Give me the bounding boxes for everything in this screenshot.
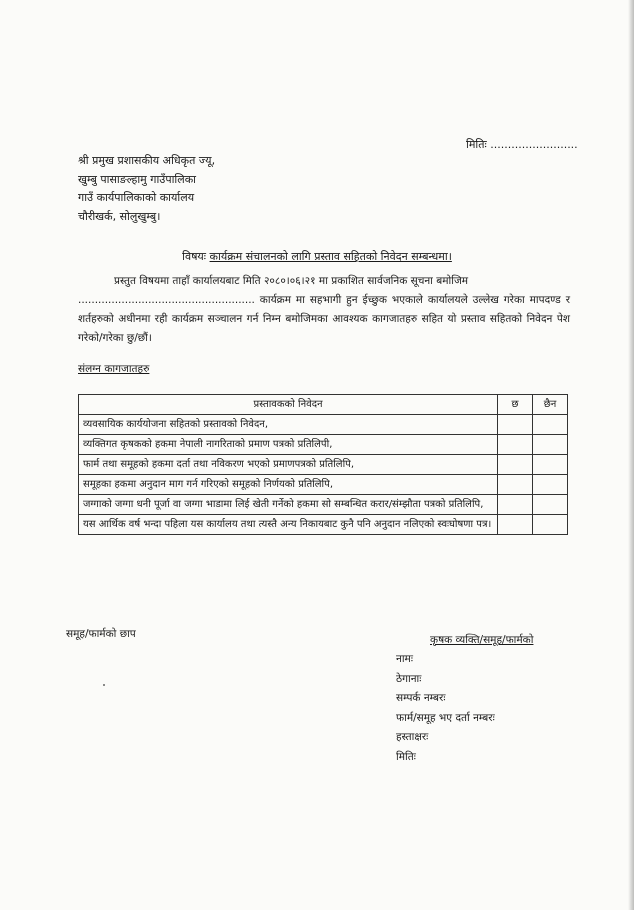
- addressee-block: [78, 152, 215, 226]
- no-checkbox-cell[interactable]: [533, 495, 568, 515]
- table-header-row: [79, 395, 568, 415]
- yes-checkbox-cell[interactable]: [498, 415, 533, 435]
- table-row: [79, 475, 568, 495]
- addressee-line: खुम्बु पासाङल्हामु गाउँपालिका: [78, 172, 197, 186]
- row-text: व्यक्तिगत कृषकको हकमा नेपाली नागरिताको प्रमाण पत्रको प्रतिलिपी,: [79, 435, 498, 455]
- table-row: [79, 495, 568, 515]
- header-yes: छ: [498, 395, 533, 415]
- farmer-fields: [396, 650, 495, 767]
- field-contact-number[interactable]: सम्पर्क नम्बरः: [396, 692, 446, 704]
- no-checkbox-cell[interactable]: [533, 475, 568, 495]
- addressee-line: चौरीखर्क, सोलुखुम्बु।: [78, 209, 161, 223]
- addressee-line: श्री प्रमुख प्रशासकीय अधिकृत ज्यू,: [78, 154, 216, 167]
- row-text: यस आर्थिक वर्ष भन्दा पहिला यस कार्यालय तथा त्यस्तै अन्य निकायबाट कुनै पनि अनुदान नलिएको स्वःघोषणा पत्र।: [79, 515, 498, 535]
- subject-label: विषयः: [182, 250, 207, 263]
- field-registration-number[interactable]: फार्म/समूह भए दर्ता नम्बरः: [396, 711, 495, 724]
- yes-checkbox-cell[interactable]: [498, 455, 533, 475]
- subject-text: कार्यक्रम संचालनको लागि प्रस्ताव सहितको निवेदन सम्बन्धमा।: [209, 250, 452, 263]
- table-row: [79, 515, 568, 535]
- attachments-heading: संलग्न कागजातहरु: [78, 363, 150, 375]
- row-text: जग्गाको जग्गा धनी पूर्जा वा जग्गा भाडामा लिई खेती गर्नेको हकमा सो सम्बन्धित करार/संम्झौता पत्रको प्रतिलिपि,: [79, 495, 498, 515]
- scan-speck: [103, 684, 105, 686]
- no-checkbox-cell[interactable]: [533, 515, 568, 535]
- farmer-heading: कृषक व्यक्ति/समूह/फार्मको: [430, 634, 534, 646]
- field-name[interactable]: नामः: [396, 653, 413, 665]
- body-first-line: प्रस्तुत विषयमा ताहाँ कार्यालयबाट मिति २०८०।०६।२१ मा प्रकाशित सार्वजनिक सूचना बमोजिम: [114, 275, 469, 287]
- no-checkbox-cell[interactable]: [533, 455, 568, 475]
- seal-label: समूह/फार्मको छाप: [66, 628, 136, 640]
- field-signature[interactable]: हस्ताक्षरः: [396, 731, 429, 743]
- page-edge-shadow: [628, 0, 634, 910]
- row-text: व्यवसायिक कार्ययोजना सहितको प्रस्तावको निवेदन,: [79, 415, 498, 435]
- row-text: समूहका हकमा अनुदान माग गर्न गरिएको समूहको निर्णयको प्रतिलिपि,: [79, 475, 498, 495]
- yes-checkbox-cell[interactable]: [498, 495, 533, 515]
- header-item: प्रस्तावकको निवेदन: [79, 395, 498, 415]
- field-address[interactable]: ठेगानाः: [396, 672, 422, 685]
- table-row: [79, 415, 568, 435]
- no-checkbox-cell[interactable]: [533, 415, 568, 435]
- attachments-table: [78, 394, 568, 535]
- header-no: छैन: [533, 395, 568, 415]
- body-paragraph: [78, 272, 570, 348]
- body-rest: ..................................................... कार्यक्रम मा सहभागी हुन ईच्छुक भएकाले कार्यालयले उल्लेख गरेका मापदण्ड र शर्तहरुको अधीनमा रही कार्यक्रम सञ्चालन गर्न निम्न बमोजिमका आवश्यक कागजातहरु सहित यो प्रस्ताव सहितको निवेदन पेश गरेको/गरेका छु/छौं।: [78, 294, 570, 344]
- yes-checkbox-cell[interactable]: [498, 475, 533, 495]
- subject-line: [0, 249, 634, 264]
- yes-checkbox-cell[interactable]: [498, 435, 533, 455]
- row-text: फार्म तथा समूहको हकमा दर्ता तथा नविकरण भएको प्रमाणपत्रको प्रतिलिपि,: [79, 455, 498, 475]
- table-row: [79, 455, 568, 475]
- addressee-line: गाउँ कार्यपालिकाको कार्यालय: [78, 191, 195, 204]
- date-line: मितिः .........................: [466, 138, 578, 151]
- table-row: [79, 435, 568, 455]
- yes-checkbox-cell[interactable]: [498, 515, 533, 535]
- field-date[interactable]: मितिः: [396, 750, 416, 763]
- no-checkbox-cell[interactable]: [533, 435, 568, 455]
